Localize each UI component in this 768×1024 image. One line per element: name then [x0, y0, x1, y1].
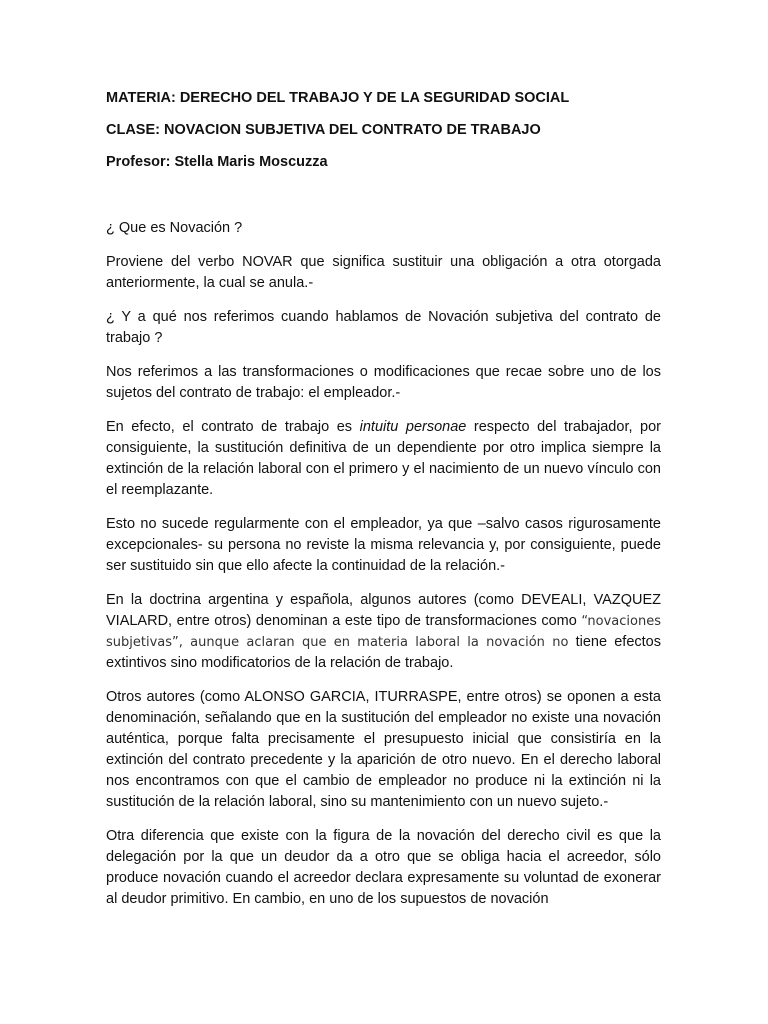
class-heading: CLASE: NOVACION SUBJETIVA DEL CONTRATO DE TRABAJO [106, 122, 541, 138]
paragraph-doctrine [106, 590, 661, 674]
paragraph-other-authors: Otros autores (como ALONSO GARCIA, ITURRASPE, entre otros) se oponen a esta denominación, señalando que en la sustitución del empleador no existe una novación auténtica, porque falta precisamente el presupuesto inicial que consistiría en la extinción del contrato precedente y la aparición de otro nuevo. En el derecho laboral nos encontramos con que el cambio de empleador no produce ni la extinción ni la sustitución de la relación laboral, sino su mantenimiento con un nuevo sujeto.- [106, 689, 661, 810]
subject-heading: MATERIA: DERECHO DEL TRABAJO Y DE LA SEGURIDAD SOCIAL [106, 90, 570, 106]
p3-italic-term: intuitu personae [359, 419, 467, 435]
p5-text-end: tiene efectos extintivos sino modificatorios de la relación de trabajo. [106, 634, 661, 671]
document-content [106, 88, 661, 923]
professor-heading: Profesor: Stella Maris Moscuzza [106, 154, 328, 170]
paragraph-intuitu-personae [106, 417, 661, 501]
question-novacion: ¿ Que es Novación ? [106, 220, 243, 236]
paragraph-transformations: Nos referimos a las transformaciones o modificaciones que recae sobre uno de los sujetos del contrato de trabajo: el empleador.- [106, 364, 661, 401]
question-subjective-novation: ¿ Y a qué nos referimos cuando hablamos de Novación subjetiva del contrato de trabajo ? [106, 309, 661, 346]
p5-text-start: En la doctrina argentina y española, algunos autores (como DEVEALI, VAZQUEZ VIALARD, entre otros) denominan a este tipo de transformaciones como [106, 592, 661, 629]
p3-text-end: respecto del trabajador, por consiguiente, la sustitución definitiva de un dependiente por otro implica siempre la extinción de la relación laboral con el primero y el nacimiento de un nuevo vínculo con el reemplazante. [106, 419, 662, 498]
paragraph-definition: Proviene del verbo NOVAR que significa sustituir una obligación a otra otorgada anteriormente, la cual se anula.- [106, 254, 661, 291]
paragraph-civil-law-difference: Otra diferencia que existe con la figura de la novación del derecho civil es que la delegación por la que un deudor da a otro que se obliga hacia el acreedor, sólo produce novación cuando el acreedor declara expresamente su voluntad de exonerar al deudor primitivo. En cambio, en uno de los supuestos de novación [106, 828, 661, 907]
p3-text-start: En efecto, el contrato de trabajo es [106, 419, 360, 435]
p5-alt-font-text: “novaciones subjetivas”, aunque aclaran que en materia laboral la novación no [106, 614, 661, 650]
paragraph-employer-substitution: Esto no sucede regularmente con el empleador, ya que –salvo casos rigurosamente excepcionales- su persona no reviste la misma relevancia y, por consiguiente, puede ser sustituido sin que ello afecte la continuidad de la relación.- [106, 516, 661, 574]
